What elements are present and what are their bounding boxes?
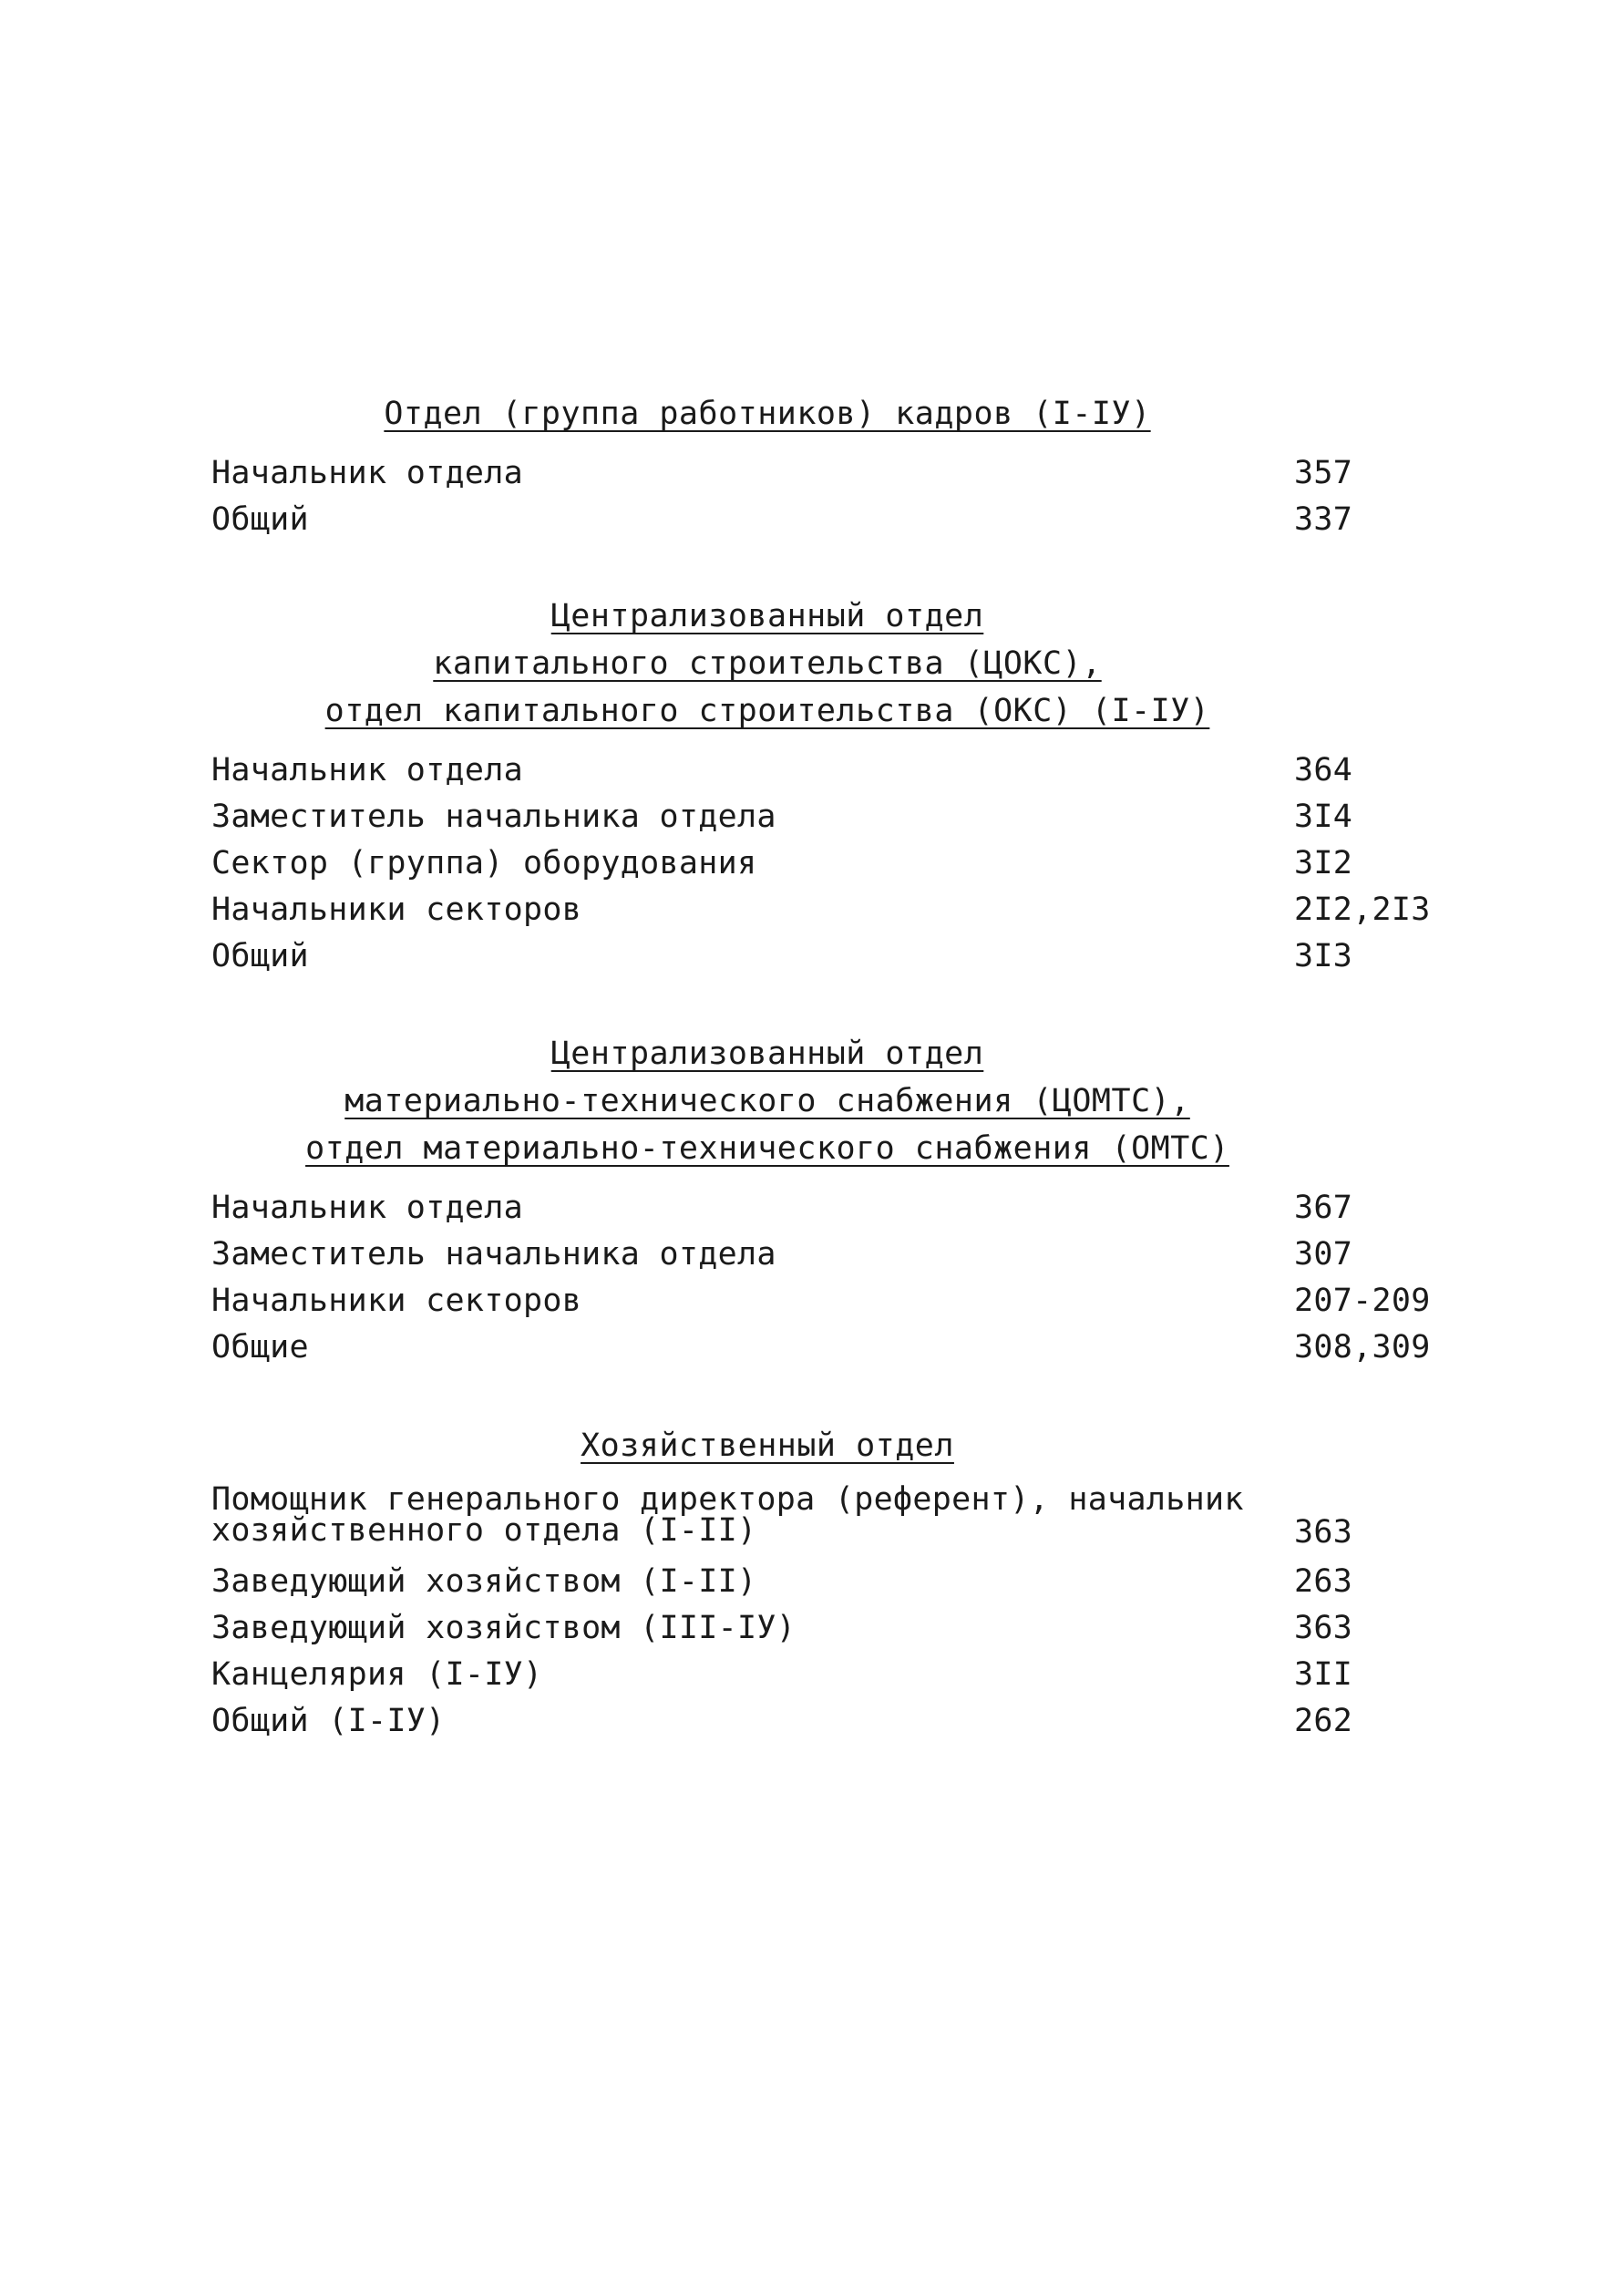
list-item (211, 1324, 1433, 1371)
entry-label-line: хозяйственного отдела (I-II) (211, 1512, 757, 1549)
entry-code: 337 (1294, 501, 1353, 538)
entry-list (211, 1482, 1433, 1745)
list-item (211, 1278, 1433, 1324)
section-heading (175, 1030, 1360, 1172)
entry-code: 263 (1294, 1563, 1353, 1600)
entry-label: Начальники секторов (211, 1283, 582, 1319)
heading-line: Отдел (группа работников) кадров (I-IУ) (384, 396, 1151, 432)
list-item (211, 497, 1433, 543)
section-heading (175, 1422, 1360, 1469)
entry-label (211, 1481, 1244, 1549)
entry-code: 262 (1294, 1703, 1353, 1739)
entry-label: Общий (211, 501, 309, 538)
entry-label-line: Помощник генерального директора (референт), начальник (211, 1481, 1244, 1518)
entry-code: 363 (1294, 1610, 1353, 1646)
entry-label: Заместитель начальника отдела (211, 799, 776, 835)
entry-code: 2I2,2I3 (1294, 891, 1431, 928)
heading-line: отдел материально-технического снабжения (ОМТС) (305, 1130, 1229, 1167)
list-item (211, 1482, 1433, 1559)
entry-code: 207-209 (1294, 1283, 1431, 1319)
list-item (211, 1652, 1433, 1698)
section-material-supply (211, 1030, 1433, 1371)
section-capital-construction (211, 593, 1433, 980)
entry-label: Сектор (группа) оборудования (211, 845, 757, 881)
list-item (211, 1698, 1433, 1745)
entry-label: Начальник отдела (211, 752, 523, 788)
entry-code: 308,309 (1294, 1329, 1431, 1366)
list-item (211, 747, 1433, 794)
entry-code: 357 (1294, 455, 1353, 491)
list-item (211, 1559, 1433, 1605)
heading-line: капитального строительства (ЦОКС), (433, 645, 1102, 682)
entry-code: 3I3 (1294, 938, 1353, 974)
list-item (211, 794, 1433, 840)
entry-label: Общие (211, 1329, 309, 1366)
section-personnel (211, 390, 1433, 543)
entry-label: Начальник отдела (211, 455, 523, 491)
section-heading (175, 593, 1360, 735)
entry-label: Заведующий хозяйством (III-IУ) (211, 1610, 797, 1646)
list-item (211, 1185, 1433, 1232)
list-item (211, 887, 1433, 933)
section-household (211, 1422, 1433, 1745)
heading-line: отдел капитального строительства (ОКС) (I-IУ) (324, 693, 1210, 729)
heading-line: Централизованный отдел (550, 598, 984, 634)
entry-code: 364 (1294, 752, 1353, 788)
entry-label: Начальники секторов (211, 891, 582, 928)
entry-label: Начальник отдела (211, 1190, 523, 1226)
entry-list (211, 1185, 1433, 1371)
entry-code: 307 (1294, 1236, 1353, 1273)
section-heading (175, 390, 1360, 438)
entry-code: 3I2 (1294, 845, 1353, 881)
entry-label: Канцелярия (I-IУ) (211, 1656, 543, 1693)
entry-list (211, 450, 1433, 543)
list-item (211, 840, 1433, 887)
heading-line: материально-технического снабжения (ЦОМТС), (344, 1083, 1190, 1119)
entry-label: Общий (211, 938, 309, 974)
entry-code: 3I4 (1294, 799, 1353, 835)
entry-list (211, 747, 1433, 980)
entry-label: Заместитель начальника отдела (211, 1236, 776, 1273)
list-item (211, 1605, 1433, 1652)
entry-label: Общий (I-IУ) (211, 1703, 446, 1739)
entry-label: Заведующий хозяйством (I-II) (211, 1563, 757, 1600)
list-item (211, 450, 1433, 497)
list-item (211, 933, 1433, 980)
entry-code: 363 (1294, 1514, 1353, 1551)
heading-line: Хозяйственный отдел (581, 1427, 954, 1464)
entry-code: 367 (1294, 1190, 1353, 1226)
list-item (211, 1232, 1433, 1278)
heading-line: Централизованный отдел (550, 1036, 984, 1072)
entry-code: 3II (1294, 1656, 1353, 1693)
